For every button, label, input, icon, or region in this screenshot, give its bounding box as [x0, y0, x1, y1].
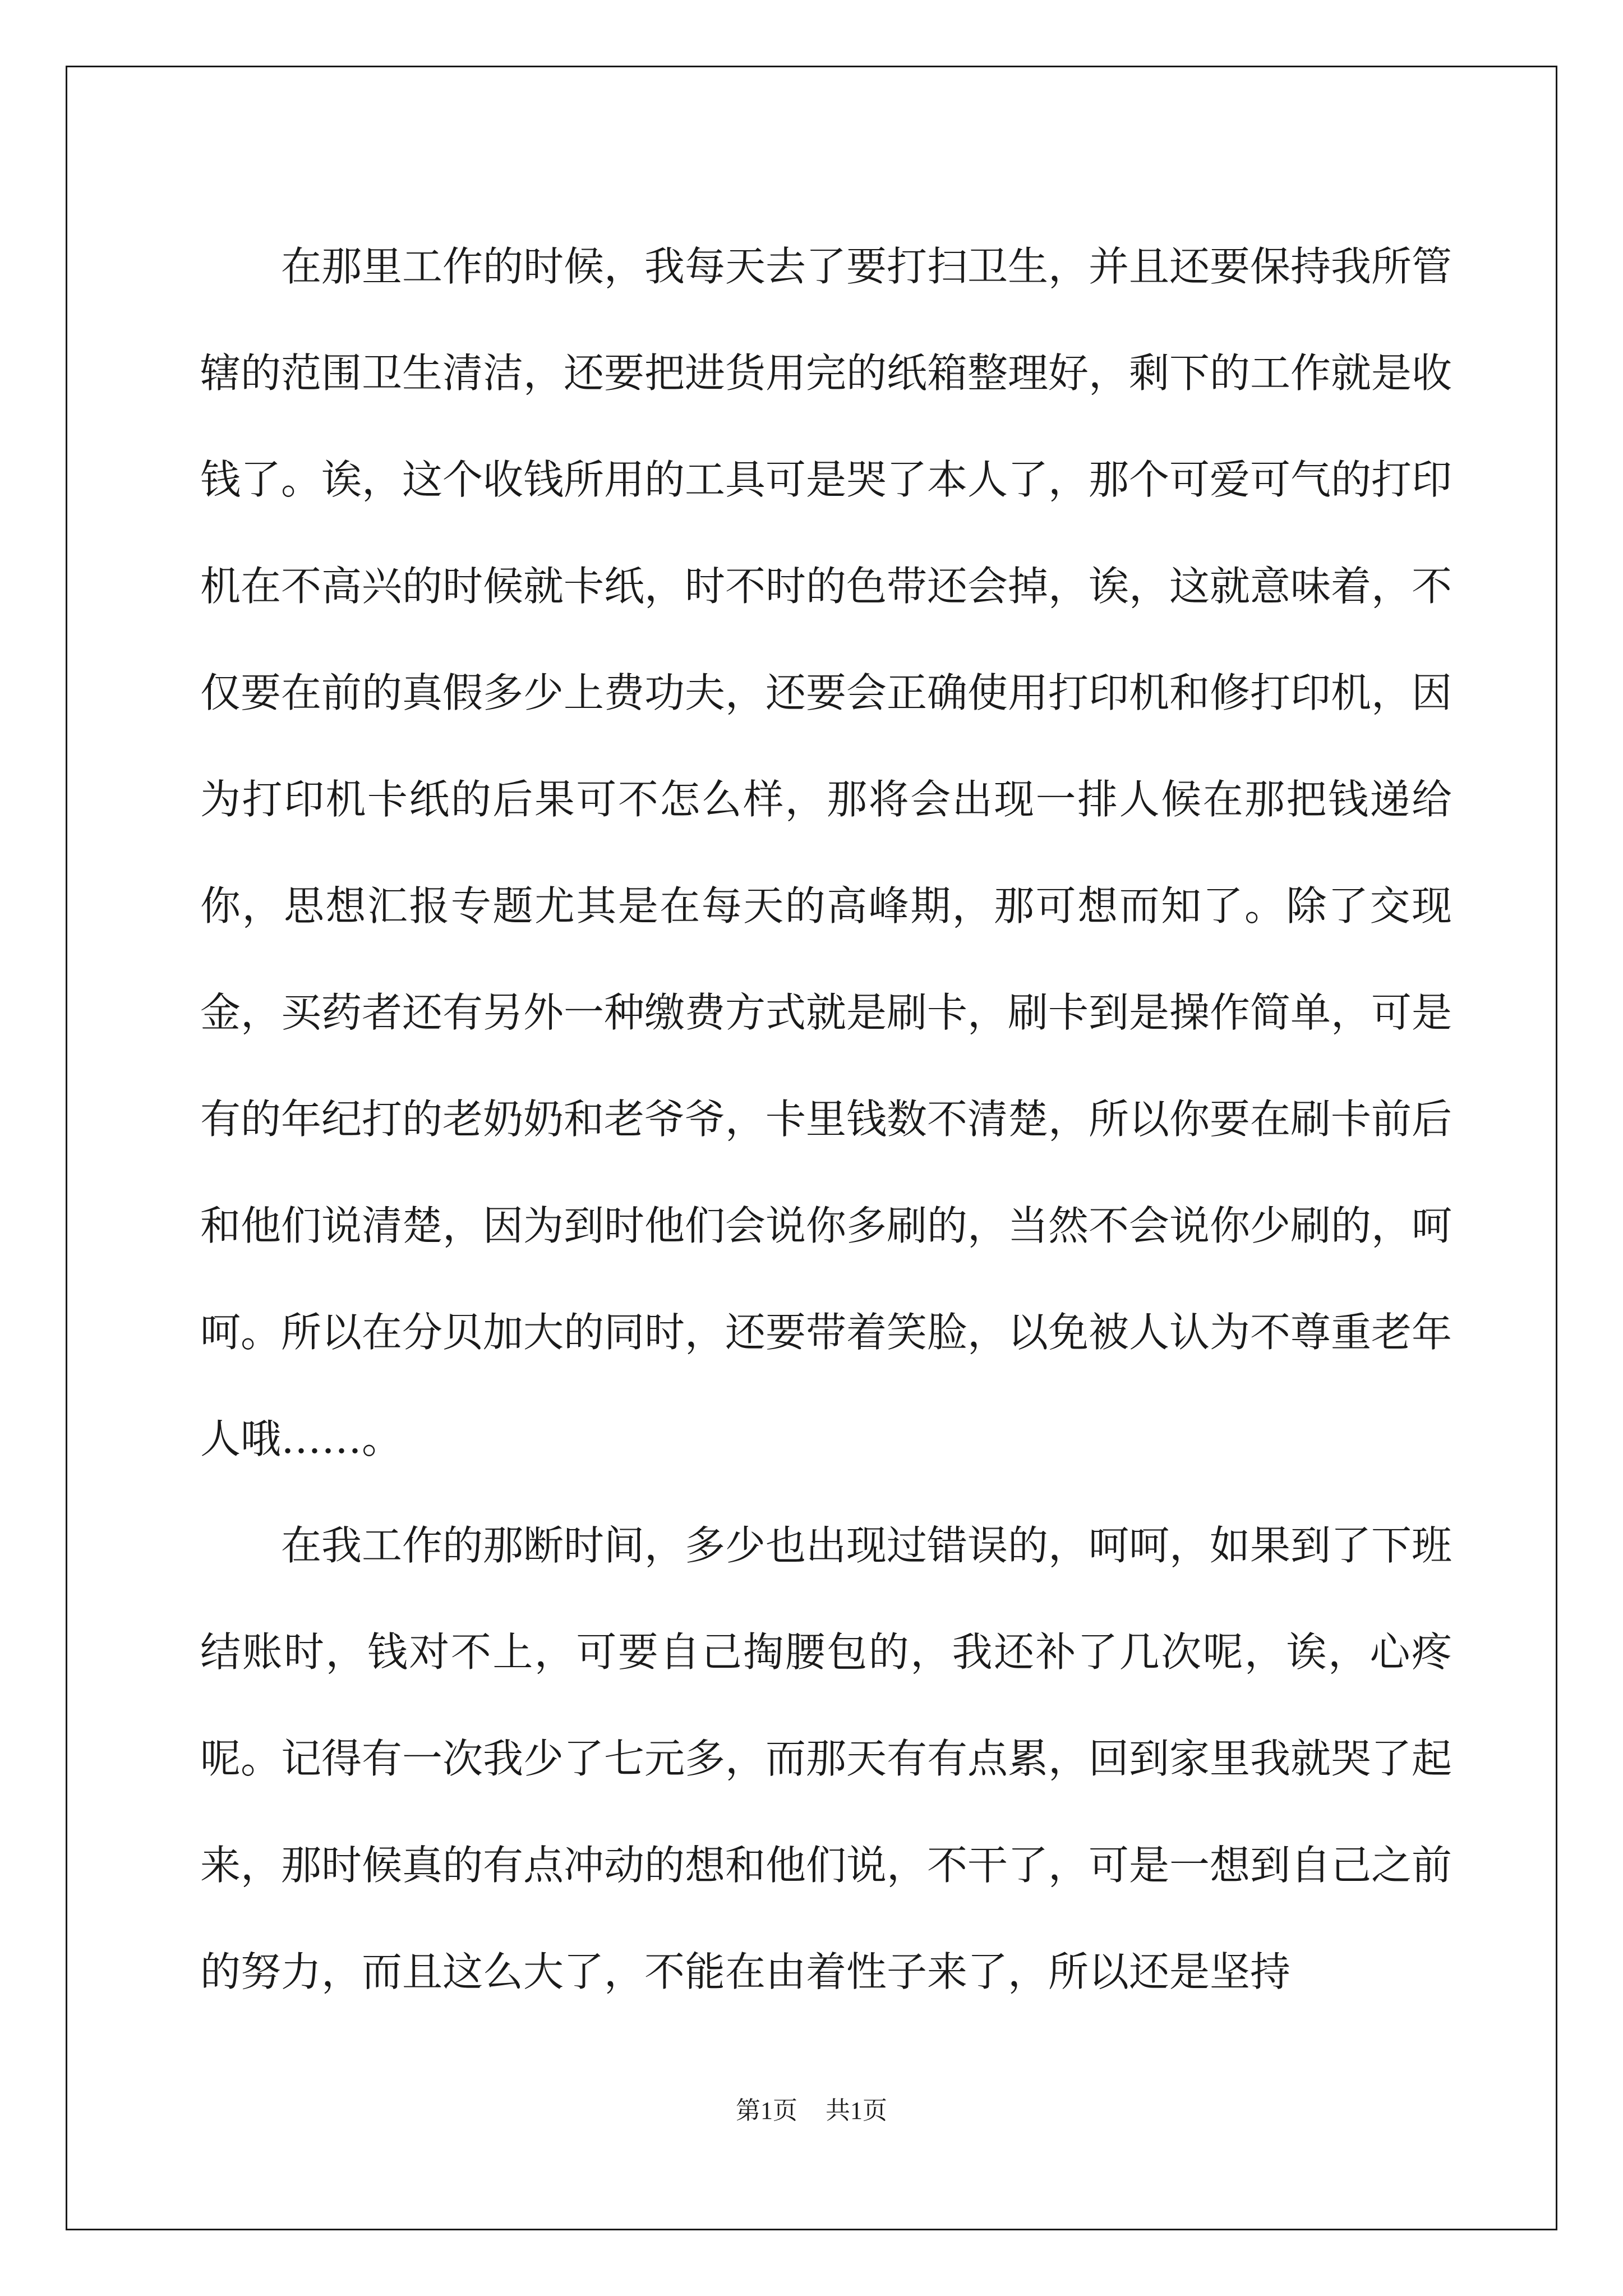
paragraph-2: 在我工作的那断时间，多少也出现过错误的，呵呵，如果到了下班结账时，钱对不上，可要自己掏腰包的，我还补了几次呢，诶，心疼呢。记得有一次我少了七元多，而那天有有点累，回到家里我就哭了起来，那时候真的有点冲动的想和他们说，不干了，可是一想到自己之前的努力，而且这么大了，不能在由着性子来了，所以还是坚持 — [200, 1522, 1453, 1995]
page-number-current: 第1页 — [736, 2097, 797, 2124]
paragraph-1: 在那里工作的时候，我每天去了要打扫卫生，并且还要保持我所管辖的范围卫生清洁，还要把进货用完的纸箱整理好，剩下的工作就是收钱了。诶，这个收钱所用的工具可是哭了本人了，那个可爱可气的打印机在不高兴的时候就卡纸，时不时的色带还会掉，诶，这就意味着，不仅要在前的真假多少上费功夫，还要会正确使用打印机和修打印机，因为打印机卡纸的后果可不怎么样，那将会出现一排人候在那把钱递给你，思想汇报专题尤其是在每天的高峰期，那可想而知了。除了交现金，买药者还有另外一种缴费方式就是刷卡，刷卡到是操作简单，可是有的年纪打的老奶奶和老爷爷，卡里钱数不清楚，所以你要在刷卡前后和他们说清楚，因为到时他们会说你多刷的，当然不会说你少刷的，呵呵。所以在分贝加大的同时，还要带着笑脸，以免被人认为不尊重老年人哦……。 — [200, 243, 1453, 1462]
document-body — [200, 213, 1452, 2025]
page-footer — [0, 2094, 1623, 2128]
page-number-total: 共1页 — [826, 2097, 887, 2124]
